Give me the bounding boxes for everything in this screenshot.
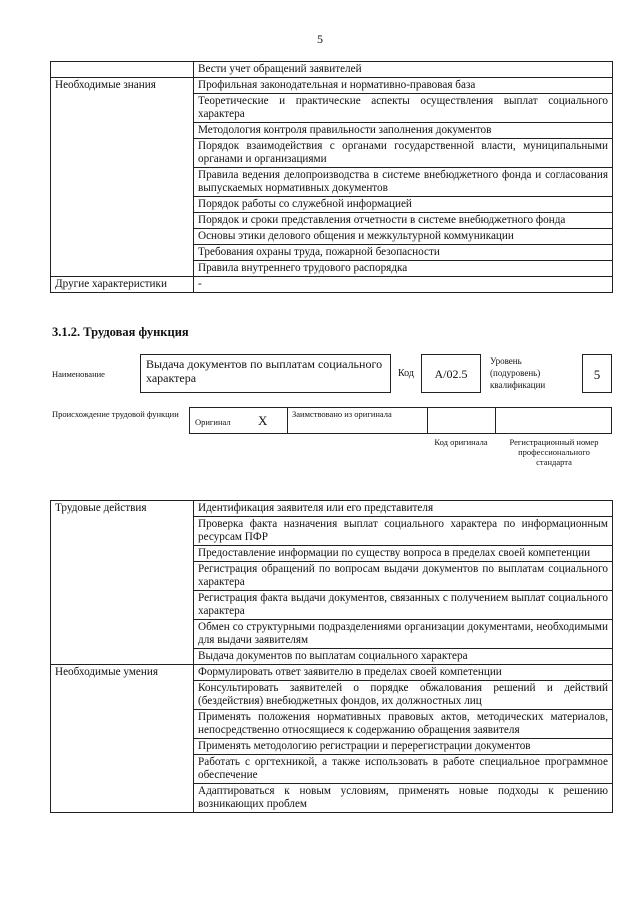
row-text: Обмен со структурными подразделениями организации документами, необходимыми для выдачи заявителям	[194, 620, 613, 649]
row-category: Необходимые умения	[51, 665, 194, 813]
row-text: Формулировать ответ заявителю в пределах своей компетенции	[194, 665, 613, 681]
row-category: Другие характеристики	[51, 277, 194, 293]
origin-label: Происхождение трудовой функции	[52, 409, 179, 419]
row-text: Регистрация обращений по вопросам выдачи документов по выплатам социального характера	[194, 562, 613, 591]
table-row	[51, 277, 613, 293]
table-row	[51, 665, 613, 681]
function-name: Выдача документов по выплатам социального характера	[146, 357, 383, 385]
level-value: 5	[593, 367, 601, 382]
level-box	[582, 354, 612, 393]
row-text: Применять положения нормативных правовых актов, методических материалов, непосредственно относящиеся к содержанию обращения заявителя	[194, 710, 613, 739]
row-text: Порядок и сроки представления отчетности в системе внебюджетного фонда	[194, 213, 613, 229]
row-text: Требования охраны труда, пожарной безопасности	[194, 245, 613, 261]
function-name-box	[140, 354, 391, 393]
row-text: Проверка факта назначения выплат социального характера по информационным ресурсам ПФР	[194, 517, 613, 546]
functions-table	[50, 500, 613, 813]
row-text: Порядок работы со служебной информацией	[194, 197, 613, 213]
row-text: Порядок взаимодействия с органами государственной власти, муниципальными органами и организациями	[194, 139, 613, 168]
divider	[427, 407, 428, 434]
row-text: Выдача документов по выплатам социального характера	[194, 649, 613, 665]
row-text: Адаптироваться к новым условиям, применять новые подходы к решению возникающих проблем	[194, 784, 613, 813]
row-text: Работать с оргтехникой, а также использовать в работе специальное программное обеспечение	[194, 755, 613, 784]
divider	[287, 407, 288, 434]
name-label: Наименование	[52, 369, 105, 379]
row-text: Правила ведения делопроизводства в системе внебюджетного фонда и согласования выпускаемых нормативных документов	[194, 168, 613, 197]
original-label: Оригинал	[195, 417, 231, 427]
table-row	[51, 62, 613, 78]
page-number: 5	[317, 32, 323, 46]
borrowed-label: Заимствовано из оригинала	[292, 409, 392, 419]
row-category	[51, 62, 194, 78]
row-text: Регистрация факта выдачи документов, связанных с получением выплат социального характера	[194, 591, 613, 620]
row-text: Теоретические и практические аспекты осуществления выплат социального характера	[194, 94, 613, 123]
row-text: Идентификация заявителя или его представителя	[194, 501, 613, 517]
function-code: А/02.5	[434, 367, 468, 381]
level-label: Уровень (подуровень) квалификации	[490, 356, 546, 390]
function-code-box	[421, 354, 481, 393]
row-text: Методология контроля правильности заполнения документов	[194, 123, 613, 139]
original-mark: X	[258, 413, 268, 428]
table-row	[51, 501, 613, 517]
reg-number-caption: Регистрационный номер профессионального стандарта	[509, 437, 599, 467]
section-heading: 3.1.2. Трудовая функция	[52, 325, 189, 339]
row-text: Консультировать заявителей о порядке обжалования решений и действий (бездействия) внебюджетных фондов, их должностных лиц	[194, 681, 613, 710]
row-category: Трудовые действия	[51, 501, 194, 665]
knowledge-table	[50, 61, 613, 293]
table-row	[51, 78, 613, 94]
code-label: Код	[398, 368, 414, 379]
row-text: Правила внутреннего трудового распорядка	[194, 261, 613, 277]
row-category: Необходимые знания	[51, 78, 194, 277]
row-text: -	[194, 277, 613, 293]
code-original-caption: Код оригинала	[434, 437, 488, 447]
row-text: Основы этики делового общения и межкультурной коммуникации	[194, 229, 613, 245]
divider	[495, 407, 496, 434]
row-text: Предоставление информации по существу вопроса в пределах своей компетенции	[194, 546, 613, 562]
row-text: Профильная законодательная и нормативно-правовая база	[194, 78, 613, 94]
row-text: Применять методологию регистрации и перерегистрации документов	[194, 739, 613, 755]
row-text: Вести учет обращений заявителей	[194, 62, 613, 78]
